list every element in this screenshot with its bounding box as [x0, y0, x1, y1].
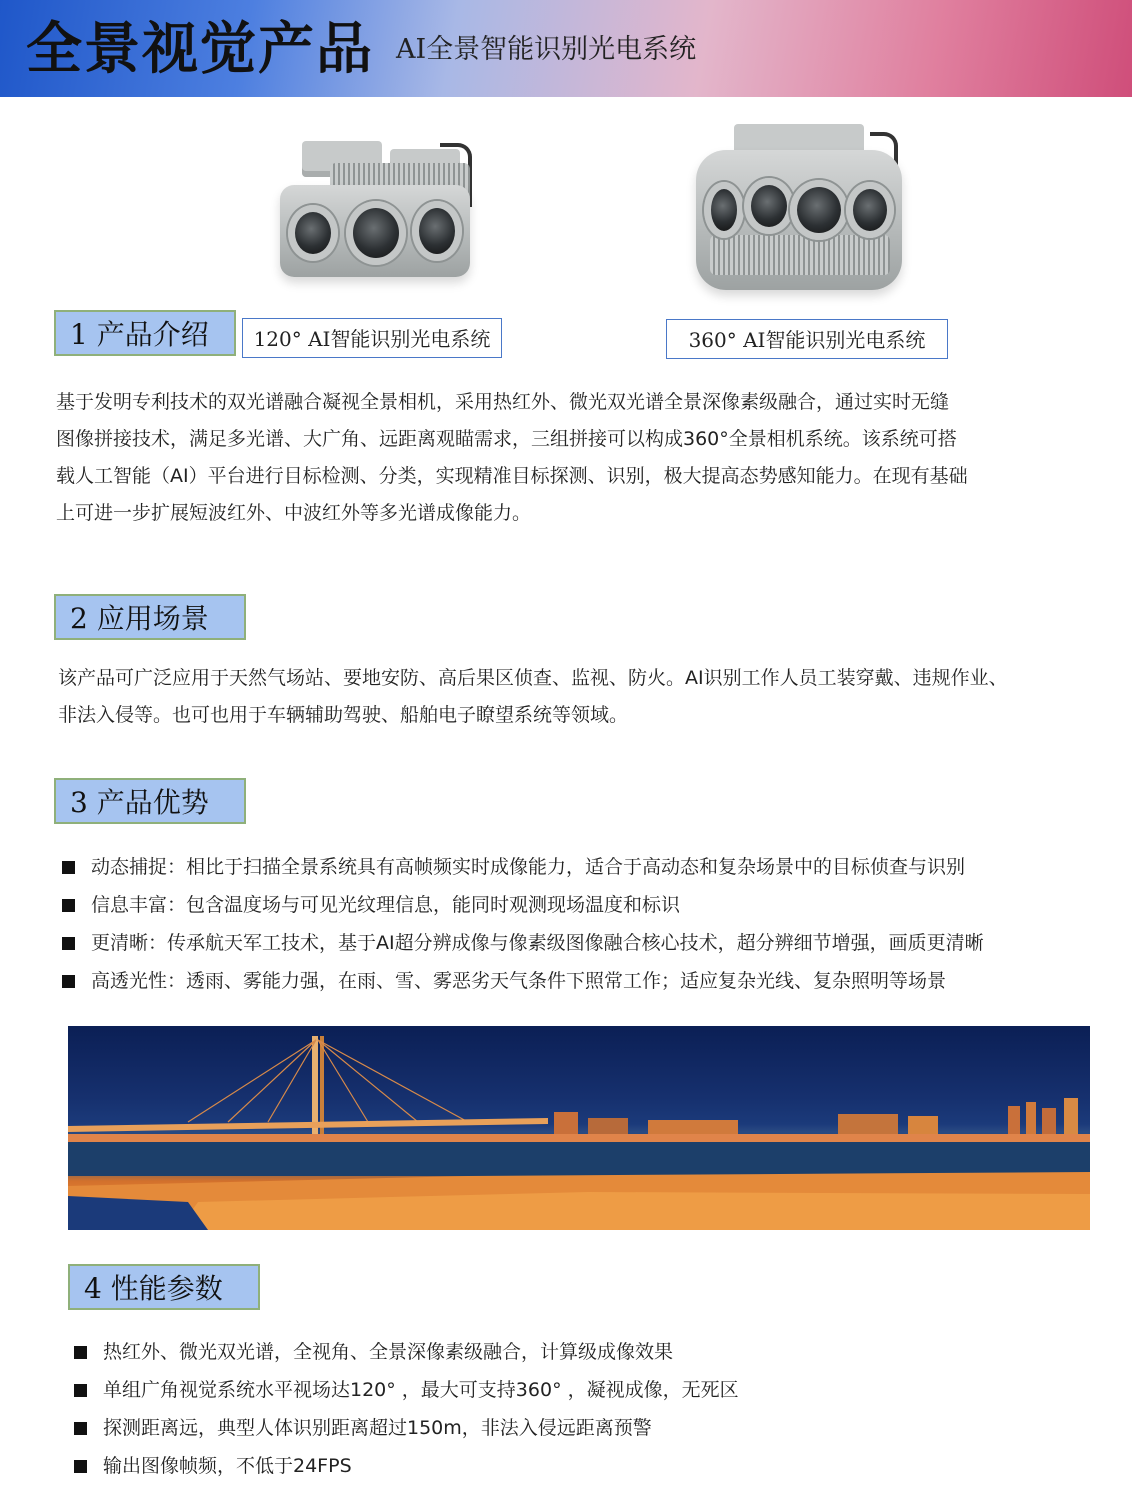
section-heading-specs: 4 性能参数 [68, 1264, 260, 1310]
square-bullet-icon [74, 1346, 87, 1359]
section-heading-intro: 1 产品介绍 [54, 310, 236, 356]
product-image-120 [270, 135, 490, 285]
advantages-list [62, 848, 984, 1000]
advantage-text: 信息丰富：包含温度场与可见光纹理信息，能同时观测现场温度和标识 [91, 894, 681, 916]
intro-paragraph [56, 384, 968, 532]
spec-text: 探测距离远，典型人体识别距离超过150m，非法入侵远距离预警 [103, 1417, 652, 1439]
list-item [74, 1371, 739, 1409]
applications-paragraph [58, 660, 1008, 734]
square-bullet-icon [62, 975, 75, 988]
advantage-text: 高透光性：透雨、雾能力强，在雨、雪、雾恶劣天气条件下照常工作；适应复杂光线、复杂照明等场景 [91, 970, 947, 992]
intro-line: 上可进一步扩展短波红外、中波红外等多光谱成像能力。 [56, 502, 532, 524]
page-title: 全景视觉产品 [26, 16, 374, 82]
intro-line: 载人工智能（AI）平台进行目标检测、分类，实现精准目标探测、识别，极大提高态势感知能力。在现有基础 [56, 465, 968, 487]
square-bullet-icon [62, 937, 75, 950]
panorama-image [68, 1026, 1090, 1230]
advantage-text: 动态捕捉：相比于扫描全景系统具有高帧频实时成像能力，适合于高动态和复杂场景中的目标侦查与识别 [91, 856, 966, 878]
section-heading-applications: 2 应用场景 [54, 594, 246, 640]
product-label-360: 360° AI智能识别光电系统 [666, 319, 948, 359]
list-item [62, 924, 984, 962]
advantage-text: 更清晰：传承航天军工技术，基于AI超分辨成像与像素级图像融合核心技术，超分辨细节增强，画质更清晰 [91, 932, 984, 954]
intro-line: 图像拼接技术，满足多光谱、大广角、远距离观瞄需求，三组拼接可以构成360°全景相机系统。该系统可搭 [56, 428, 957, 450]
section-heading-advantages: 3 产品优势 [54, 778, 246, 824]
square-bullet-icon [62, 861, 75, 874]
list-item [74, 1447, 739, 1485]
product-label-120: 120° AI智能识别光电系统 [242, 318, 502, 358]
square-bullet-icon [74, 1460, 87, 1473]
list-item [62, 886, 984, 924]
list-item [62, 848, 984, 886]
square-bullet-icon [62, 899, 75, 912]
list-item [74, 1333, 739, 1371]
spec-text: 热红外、微光双光谱，全视角、全景深像素级融合，计算级成像效果 [103, 1341, 674, 1363]
square-bullet-icon [74, 1422, 87, 1435]
specs-list [74, 1333, 739, 1485]
list-item [74, 1409, 739, 1447]
product-image-360 [690, 120, 910, 300]
intro-line: 基于发明专利技术的双光谱融合凝视全景相机，采用热红外、微光双光谱全景深像素级融合，通过实时无缝 [56, 391, 950, 413]
square-bullet-icon [74, 1384, 87, 1397]
page-subtitle: AI全景智能识别光电系统 [396, 34, 697, 65]
applications-line: 该产品可广泛应用于天然气场站、要地安防、高后果区侦查、监视、防火。AI识别工作人员工装穿戴、违规作业、 [58, 667, 1008, 689]
applications-line: 非法入侵等。也可也用于车辆辅助驾驶、船舶电子瞭望系统等领域。 [58, 704, 629, 726]
spec-text: 单组广角视觉系统水平视场达120° ，最大可支持360° ，凝视成像，无死区 [103, 1379, 739, 1401]
list-item [62, 962, 984, 1000]
spec-text: 输出图像帧频，不低于24FPS [103, 1455, 352, 1477]
